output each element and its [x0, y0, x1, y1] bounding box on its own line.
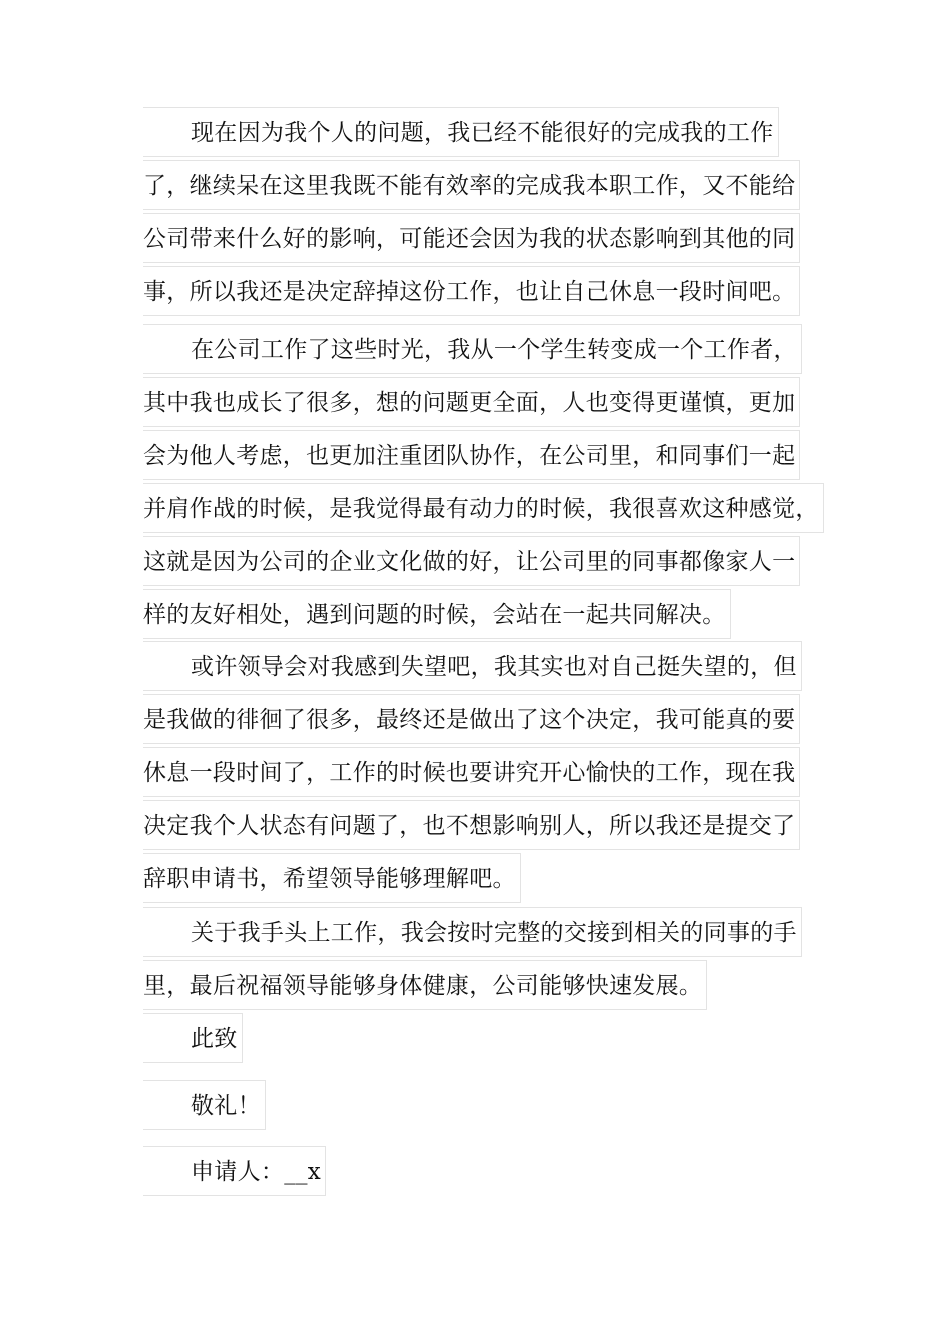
text-line: 公司带来什么好的影响，可能还会因为我的状态影响到其他的同	[143, 213, 800, 263]
text-line: 了，继续呆在这里我既不能有效率的完成我本职工作，又不能给	[143, 160, 800, 210]
text-line: 其中我也成长了很多，想的问题更全面，人也变得更谨慎，更加	[143, 377, 800, 427]
text-line: 决定我个人状态有问题了，也不想影响别人，所以我还是提交了	[143, 800, 800, 850]
text-line: 样的友好相处，遇到问题的时候，会站在一起共同解决。	[143, 589, 731, 639]
paragraph-2	[143, 324, 824, 642]
paragraph-1	[143, 107, 800, 319]
text-line: 里，最后祝福领导能够身体健康，公司能够快速发展。	[143, 960, 707, 1010]
text-line: 休息一段时间了，工作的时候也要讲究开心愉快的工作，现在我	[143, 747, 800, 797]
text-line: 在公司工作了这些时光，我从一个学生转变成一个工作者，	[143, 324, 802, 374]
paragraph-3	[143, 641, 802, 906]
text-line: 或许领导会对我感到失望吧，我其实也对自己挺失望的，但	[143, 641, 802, 691]
text-line: 辞职申请书，希望领导能够理解吧。	[143, 853, 521, 903]
text-line: 是我做的徘徊了很多，最终还是做出了这个决定，我可能真的要	[143, 694, 800, 744]
paragraph-4	[143, 907, 802, 1013]
text-line: 会为他人考虑，也更加注重团队协作，在公司里，和同事们一起	[143, 430, 800, 480]
greeting-text: 此致	[143, 1013, 243, 1063]
text-line: 现在因为我个人的问题，我已经不能很好的完成我的工作	[143, 107, 779, 157]
text-line: 关于我手头上工作，我会按时完整的交接到相关的同事的手	[143, 907, 802, 957]
salute-text: 敬礼！	[143, 1080, 266, 1130]
text-line: 这就是因为公司的企业文化做的好，让公司里的同事都像家人一	[143, 536, 800, 586]
text-line: 事，所以我还是决定辞掉这份工作，也让自己休息一段时间吧。	[143, 266, 800, 316]
applicant-line	[143, 1146, 326, 1199]
applicant-text: 申请人：__x	[143, 1146, 326, 1196]
closing-salute	[143, 1080, 266, 1133]
text-line: 并肩作战的时候，是我觉得最有动力的时候，我很喜欢这种感觉，	[143, 483, 824, 533]
closing-greeting	[143, 1013, 243, 1066]
